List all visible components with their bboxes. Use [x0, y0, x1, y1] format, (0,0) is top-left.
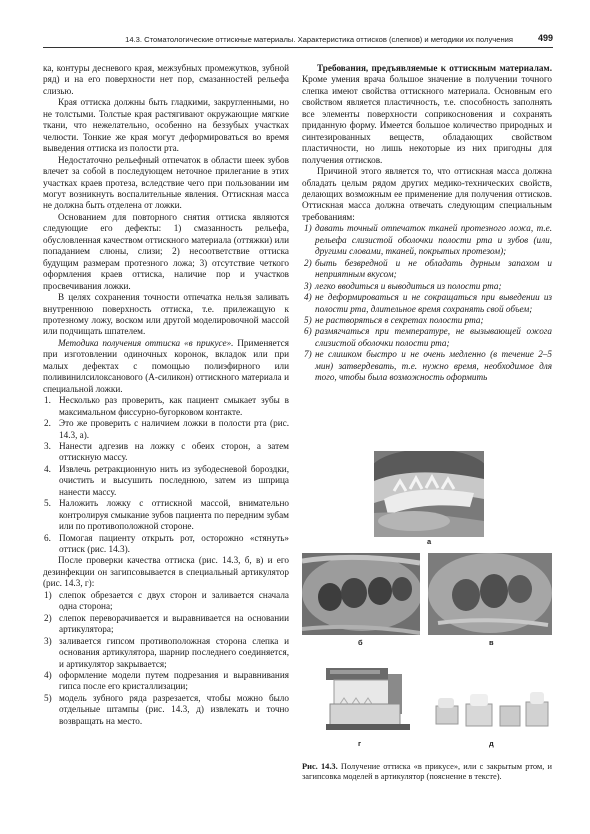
list-item — [302, 292, 552, 315]
list-marker: 4) — [304, 292, 312, 303]
paragraph — [302, 63, 552, 166]
figure-label-a: а — [427, 537, 432, 546]
requirements-list — [302, 223, 552, 383]
list-item — [43, 395, 289, 418]
list-text: слепок обрезается с двух сторон и заливается сначала одна сторона; — [59, 589, 289, 612]
list-item — [302, 326, 552, 349]
left-column — [43, 63, 289, 727]
list-marker: 3. — [44, 440, 51, 451]
list-marker: 4) — [44, 670, 52, 681]
list-item — [302, 223, 552, 257]
figure-label-d: д — [489, 739, 494, 748]
list-text: не растворяться в секретах полости рта; — [315, 314, 484, 325]
list-text: слепок переворачивается и выравнивается на основании артикулятора; — [59, 612, 289, 635]
list-item — [43, 498, 289, 532]
list-item — [302, 281, 552, 292]
list-item — [43, 464, 289, 498]
list-marker: 2) — [304, 257, 312, 268]
figure-label-b: б — [358, 638, 363, 647]
list-marker: 5) — [304, 314, 312, 325]
list-marker: 1) — [304, 223, 312, 234]
photo-b-impression-occlusal — [302, 553, 420, 635]
paragraph — [43, 338, 289, 395]
list-marker: 6) — [304, 326, 312, 337]
caption-number: Рис. 14.3. — [302, 762, 338, 771]
method-heading: Методика получения оттиска «в прикусе». — [58, 337, 234, 348]
list-marker: 4. — [44, 463, 51, 474]
list-text: размягчаться при температуре, не вызывающей ожога слизистой оболочки полости рта; — [315, 326, 552, 348]
running-title: 14.3. Стоматологические оттискные материалы. Характеристика оттисков (слепков) и методики их получения — [125, 35, 513, 44]
list-text: Наложить ложку с оттискной массой, внимательно контролируя смыкание зубов пациента по передним зубам или по противоположной стороне. — [59, 498, 289, 532]
photo-d-dies — [432, 684, 552, 732]
list-text: Это же проверить с наличием ложки в полости рта (рис. 14.3, а). — [59, 418, 289, 440]
list-item — [43, 533, 289, 556]
list-text: Нанести адгезив на ложку с обеих сторон, а затем оттискную массу. — [59, 440, 289, 463]
list-marker: 2) — [44, 612, 52, 623]
list-text: не слишком быстро и не очень медленно (в течение 2–5 мин) затвердевать, т.е. нужно время, необходимое для того, чтобы была возможность оформить — [315, 349, 552, 383]
paragraph: Причиной этого является то, что оттискная масса должна обладать целым рядом других медико-технических свойств, делающих возможным ее применение для получения оттисков. Оттискная масса должна отвечать следующим специальным требованиям: — [302, 166, 552, 222]
figure-label-v: в — [489, 638, 494, 647]
list-text: легко вводиться и выводиться из полости рта; — [315, 280, 502, 291]
list-item — [43, 418, 289, 441]
list-item — [302, 258, 552, 281]
list-item — [302, 315, 552, 326]
paragraph: Основанием для повторного снятия оттиска являются следующие его дефекты: 1) смазанность рельефа, обусловленная качеством оттискного материала (оттяжки) или попаданием слюны, слизи; 2) несоответствие оттиска будущим размерам протезного ложа; 3) отсутствие четкого оформления краев оттиска, наличие пор и участков просвечивания ложки. — [43, 211, 289, 291]
list-marker: 2. — [44, 418, 51, 429]
method-text: Применяется при изготовлении одиночных коронок, вкладок или при малых дефектах с помощью полиэфирного или поливинилсилоксанового (А-силикон) оттискного материала и специальной ложки. — [43, 337, 289, 394]
requirements-text: Кроме умения врача большое значение в получении точного слепка имеют свойства оттискного материала. Основным его свойством является пластичность, т.е. способность заполнять все элементы поверхности соприкосновения и сохранять приданную форму. Имеется большое количество природных и синтезированных веществ, обладающих свойством пластичности, но лишь некоторые из них пригодны для получения оттисков. — [302, 74, 552, 165]
list-marker: 1) — [44, 589, 52, 600]
header-rule — [43, 47, 553, 48]
paragraph: Недостаточно рельефный отпечаток в области шеек зубов влечет за собой в последующем неточное прилегание в этих участках краев протеза, вследствие чего при пользовании им могут возникнуть воспалительные явления. Оттискная масса не должна быть отделена от ложки. — [43, 154, 289, 211]
right-column — [302, 63, 552, 384]
list-text: не деформироваться и не сокращаться при выведении из полости рта, длительное время сохранять свой объем; — [315, 292, 552, 314]
list-text: Помогая пациенту открыть рот, осторожно «стянуть» оттиск (рис. 14.3). — [59, 532, 289, 555]
caption-text: Получение оттиска «в прикусе», или с закрытым ртом, и загипсовка моделей в артикулятор (пояснение в тексте). — [302, 762, 552, 781]
list-marker: 3) — [44, 635, 52, 646]
requirements-heading: Требования, предъявляемые к оттискным материалам. — [317, 63, 552, 73]
list-item — [43, 613, 289, 636]
list-text: оформление модели путем подрезания и выравнивания гипса после его кристаллизации; — [59, 670, 289, 692]
list-text: Несколько раз проверить, как пациент смыкает зубы в максимальном фиссурно-бугорковом контакте. — [59, 395, 289, 417]
figure-caption — [302, 762, 552, 782]
list-marker: 3) — [304, 280, 312, 291]
list-marker: 5. — [44, 498, 51, 509]
figure-label-g: г — [358, 739, 362, 748]
list-item — [43, 693, 289, 727]
list-item — [43, 590, 289, 613]
list-text: быть безвредной и не обладать дурным запахом и неприятным вкусом; — [315, 257, 552, 280]
list-marker: 5) — [44, 692, 52, 703]
paragraph: В целях сохранения точности отпечатка нельзя заливать внутреннюю поверхность оттиска, т.е. прилежащую к протезному ложу, воском или другой моделировочной массой или подчищать шпателем. — [43, 292, 289, 337]
list-item — [43, 636, 289, 670]
list-item — [43, 441, 289, 464]
steps-list — [43, 395, 289, 555]
list-marker: 1. — [44, 395, 51, 406]
page-number: 499 — [537, 33, 553, 43]
photo-v-impression-occlusal — [428, 553, 552, 635]
running-header — [43, 33, 553, 47]
list-text: Извлечь ретракционную нить из зубодесневой бороздки, очистить и высушить последнюю, затем из шприца нанести массу. — [59, 463, 289, 497]
list-text: модель зубного ряда разрезается, чтобы можно было отдельные штампы (рис. 14.3, д) извлекать и точно возвращать на место. — [59, 692, 289, 726]
list-marker: 6. — [44, 532, 51, 543]
paragraph: После проверки качества оттиска (рис. 14.3, б, в) и его дезинфекции он загипсовывается в специальный артикулятор (рис. 14.3, г): — [43, 555, 289, 589]
list-text: давать точный отпечаток тканей протезного ложа, т.е. рельефа слизистой оболочки полости рта и зубов (или, другими словами, тканей, покрытых протезом); — [315, 223, 552, 257]
paragraph: Края оттиска должны быть гладкими, закругленными, но не толстыми. Толстые края растягивают окружающие мягкие ткани, что нежелательно, особенно на беззубых участках челюсти. Тонкие же края могут деформироваться во время выведения оттиска из полости рта. — [43, 97, 289, 154]
photo-g-articulator — [320, 662, 424, 734]
list-item — [302, 349, 552, 383]
list-marker: 7) — [304, 349, 312, 360]
list-item — [43, 670, 289, 693]
paragraph: ка, контуры десневого края, межзубных промежутков, зубной ряд) и на его поверхности нет пор, смазанностей рельефа слизью. — [43, 63, 289, 96]
list-text: заливается гипсом противоположная сторона слепка и основания артикулятора, шарнир последнего соединяется, и артикулятор закрывается; — [59, 635, 289, 669]
items-list — [43, 590, 289, 727]
photo-a-bite-impression — [374, 451, 484, 537]
